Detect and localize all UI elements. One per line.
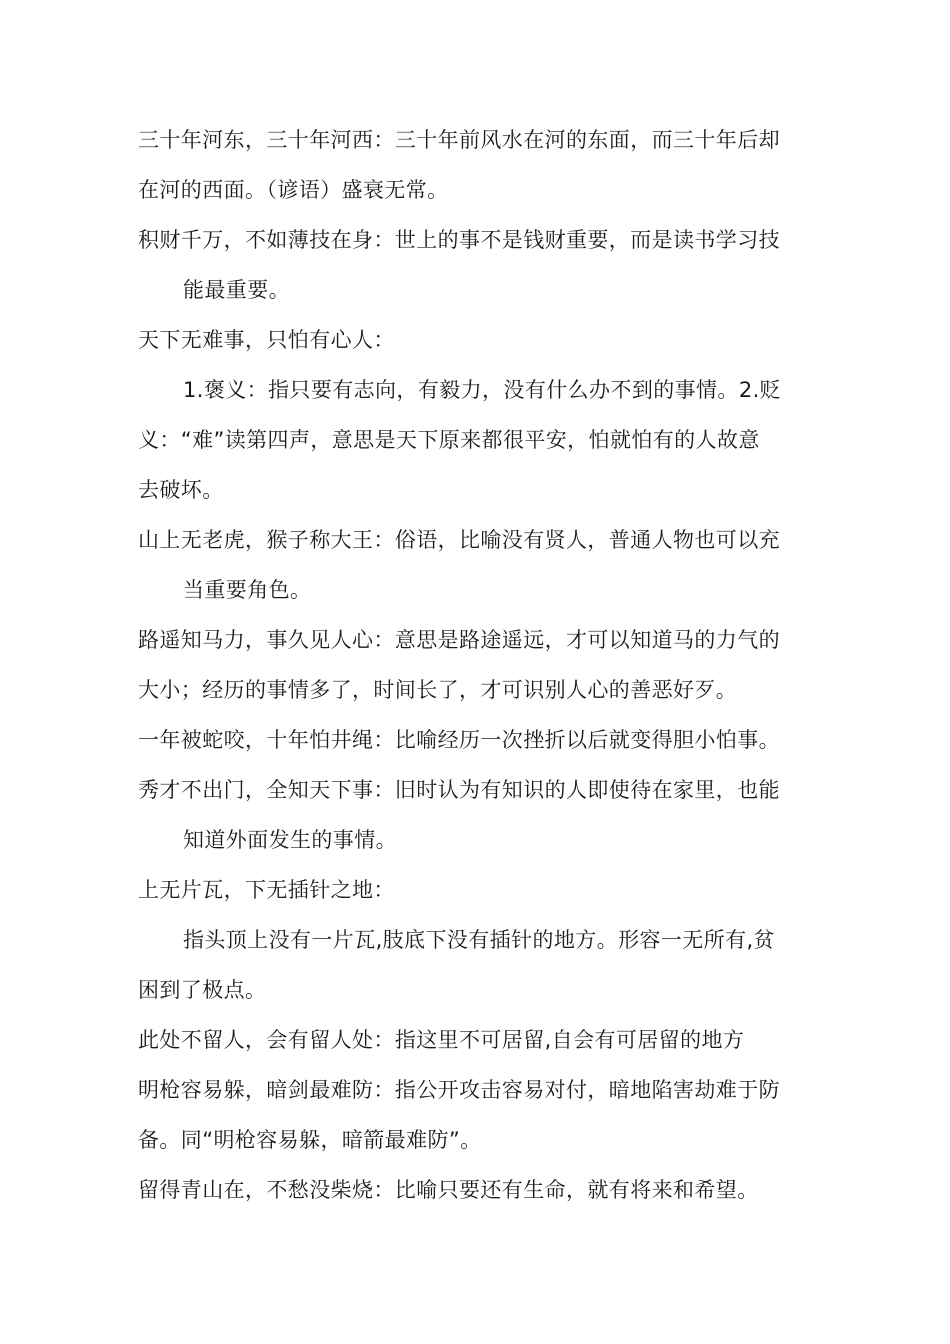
text-line: 当重要角色。 — [183, 578, 312, 602]
text-line: 上无片瓦，下无插针之地： — [138, 878, 395, 902]
text-line: 秀才不出门，全知天下事：旧时认为有知识的人即使待在家里，也能 — [138, 778, 780, 802]
text-line: 能最重要。 — [183, 278, 290, 302]
text-line: 备。同“明枪容易躲，暗箭最难防”。 — [138, 1128, 482, 1152]
text-line: 路遥知马力，事久见人心：意思是路途遥远，才可以知道马的力气的 — [138, 628, 780, 652]
text-line: 此处不留人，会有留人处：指这里不可居留,自会有可居留的地方 — [138, 1028, 745, 1052]
text-line: 去破坏。 — [138, 478, 224, 502]
text-line: 大小；经历的事情多了，时间长了，才可识别人心的善恶好歹。 — [138, 678, 738, 702]
text-line: 义：“难”读第四声，意思是天下原来都很平安，怕就怕有的人故意 — [138, 428, 760, 452]
text-line: 三十年河东，三十年河西：三十年前风水在河的东面，而三十年后却 — [138, 128, 780, 152]
text-line: 困到了极点。 — [138, 978, 267, 1002]
text-line: 山上无老虎，猴子称大王：俗语，比喻没有贤人，普通人物也可以充 — [138, 528, 780, 552]
text-line: 1.褒义：指只要有志向，有毅力，没有什么办不到的事情。2.贬 — [183, 378, 782, 402]
text-line: 明枪容易躲，暗剑最难防：指公开攻击容易对付，暗地陷害劫难于防 — [138, 1078, 780, 1102]
text-line: 积财千万，不如薄技在身：世上的事不是钱财重要，而是读书学习技 — [138, 228, 780, 252]
text-line: 留得青山在，不愁没柴烧：比喻只要还有生命，就有将来和希望。 — [138, 1178, 759, 1202]
text-line: 知道外面发生的事情。 — [183, 828, 397, 852]
text-line: 在河的西面。（谚语）盛衰无常。 — [138, 178, 449, 202]
text-line: 天下无难事，只怕有心人： — [138, 328, 395, 352]
text-line: 指头顶上没有一片瓦,肢底下没有插针的地方。形容一无所有,贫 — [183, 928, 775, 952]
text-line: 一年被蛇咬，十年怕井绳：比喻经历一次挫折以后就变得胆小怕事。 — [138, 728, 780, 752]
